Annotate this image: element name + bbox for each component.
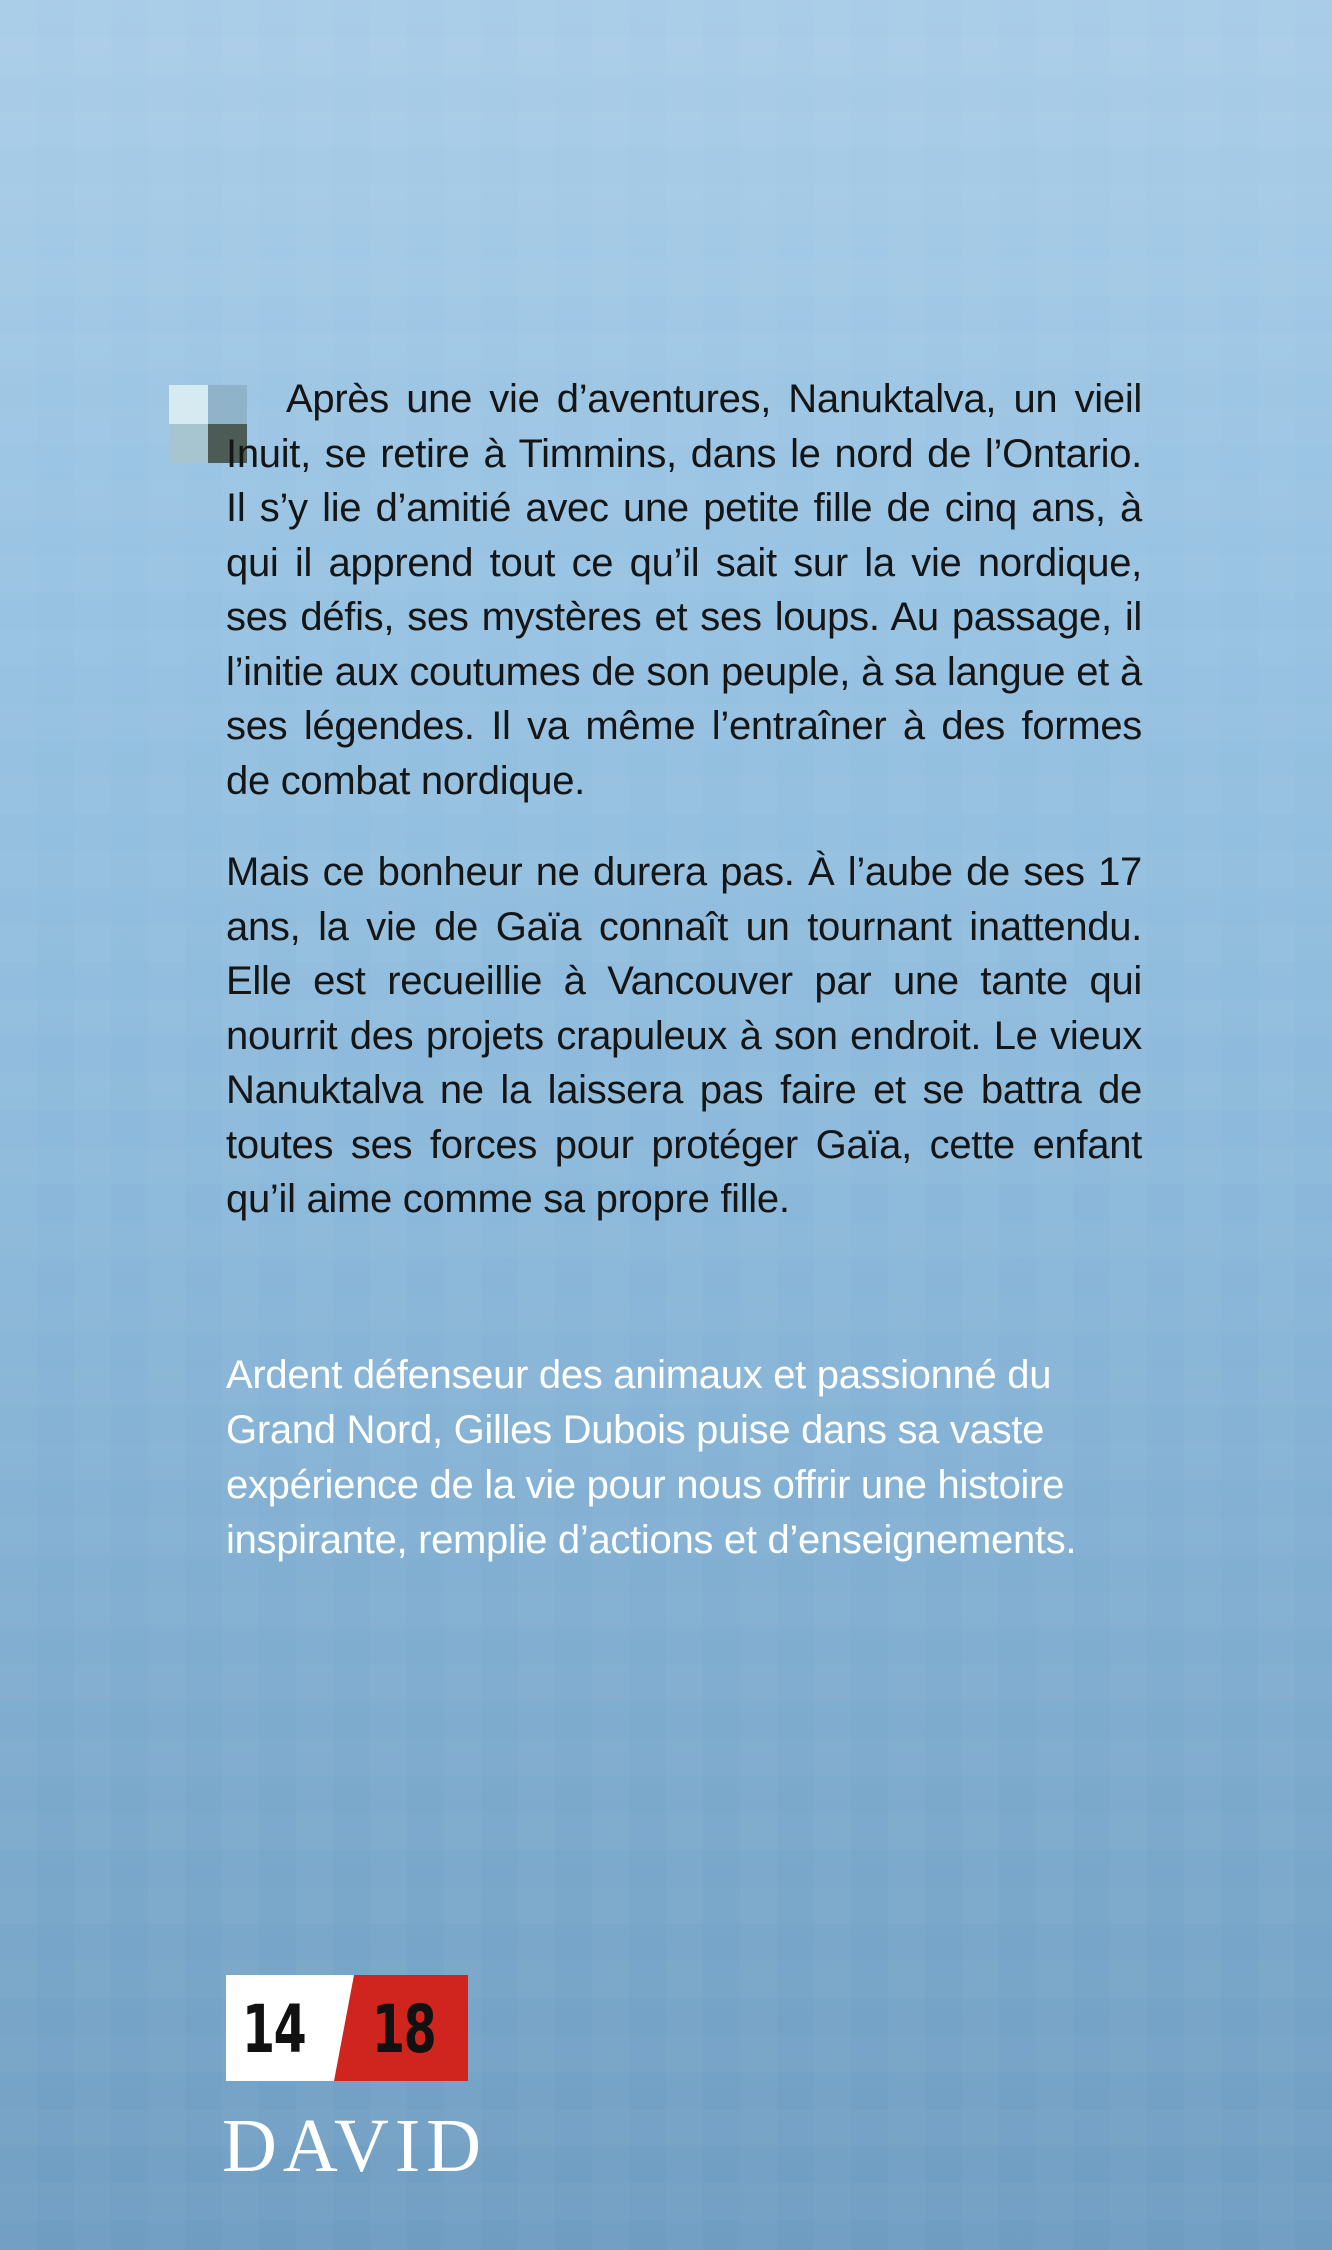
author-bio: Ardent défenseur des animaux et passionné du Grand Nord, Gilles Dubois puise dans sa vaste expérience de la vie pour nous offrir une histoire inspirante, remplie d’actions et d’enseignements.: [226, 1353, 1077, 1562]
age-badge-min: 14: [242, 1991, 306, 2068]
square-light: [169, 385, 208, 424]
square-pale: [169, 424, 208, 463]
age-range-badge: [226, 1975, 468, 2081]
summary-paragraph-1: Après une vie d’aventures, Nanuktalva, un vieil Inuit, se retire à Timmins, dans le nord de l’Ontario. Il s’y lie d’amitié avec une petite fille de cinq ans, à qui il apprend tout ce qu’il sait sur la vie nordique, ses défis, ses mystères et ses loups. Au passage, il l’initie aux coutumes de son peuple, à sa langue et à ses légendes. Il va même l’entraîner à des formes de combat nordique.: [226, 377, 1142, 803]
publisher-logo: DAVID: [222, 2104, 488, 2188]
summary-paragraph-2: Mais ce bonheur ne durera pas. À l’aube de ses 17 ans, la vie de Gaïa connaît un tournant inattendu. Elle est recueillie à Vancouver par une tante qui nourrit des projets crapuleux à son endroit. Le vieux Nanuktalva ne la laissera pas faire et se battra de toutes ses forces pour protéger Gaïa, cette enfant qu’il aime comme sa propre fille.: [226, 850, 1142, 1221]
age-badge-max: 18: [372, 1991, 436, 2068]
